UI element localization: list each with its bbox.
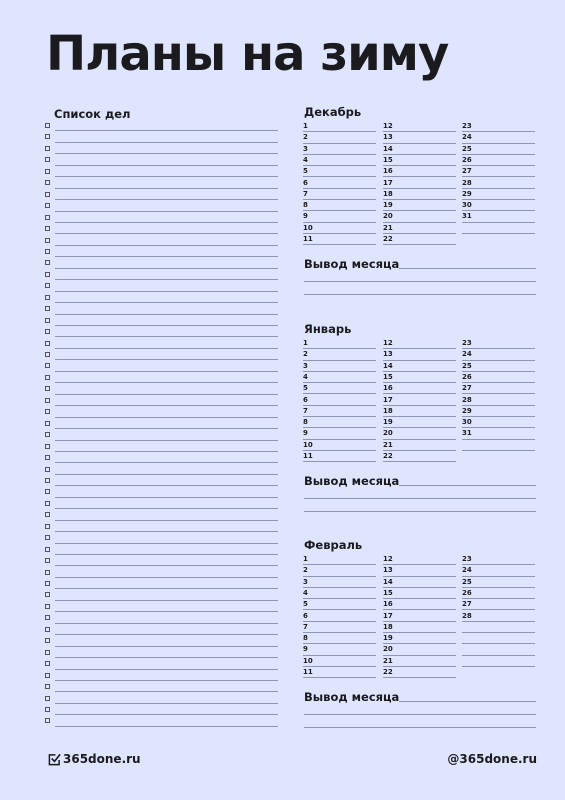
todo-line[interactable] [55,451,278,452]
day-cell[interactable]: 27 [462,166,535,177]
todo-row[interactable] [45,625,278,636]
todo-line[interactable] [55,336,278,337]
todo-row[interactable] [45,190,278,201]
todo-checkbox[interactable] [45,627,50,632]
day-cell[interactable]: 16 [383,383,456,394]
todo-checkbox[interactable] [45,341,50,346]
day-cell[interactable]: 12 [383,338,456,349]
day-cell[interactable]: 15 [383,155,456,166]
todo-checkbox[interactable] [45,226,50,231]
day-cell[interactable]: 23 [462,121,535,132]
day-cell[interactable] [462,440,535,451]
todo-row[interactable] [45,316,278,327]
todo-line[interactable] [55,565,278,566]
month-notes-line[interactable] [304,498,536,499]
month-heading: Декабрь [304,105,362,119]
todo-line[interactable] [55,268,278,269]
todo-line[interactable] [55,588,278,589]
day-cell[interactable]: 15 [383,588,456,599]
day-cell[interactable] [462,644,535,655]
day-cell[interactable]: 7 [303,406,376,417]
page-title: Планы на зиму [46,26,449,82]
todo-row[interactable] [45,304,278,315]
todo-row[interactable] [45,270,278,281]
todo-line[interactable] [55,726,278,727]
month-notes-label: Вывод месяца [304,690,400,705]
todo-line[interactable] [55,669,278,670]
day-cell[interactable]: 1 [303,554,376,565]
todo-checkbox[interactable] [45,489,50,494]
todo-checkbox[interactable] [45,203,50,208]
todo-line[interactable] [55,680,278,681]
month-heading: Январь [304,322,352,336]
todo-line[interactable] [55,325,278,326]
month-notes-line[interactable] [399,268,536,269]
todo-checkbox[interactable] [45,592,50,597]
todo-row[interactable] [45,258,278,269]
day-cell[interactable]: 6 [303,611,376,622]
day-cell[interactable]: 23 [462,338,535,349]
todo-checkbox[interactable] [45,718,50,723]
todo-row[interactable] [45,167,278,178]
todo-checkbox[interactable] [45,306,50,311]
todo-row[interactable] [45,213,278,224]
todo-line[interactable] [55,646,278,647]
month-notes-line[interactable] [304,727,536,728]
todo-line[interactable] [55,703,278,704]
todo-row[interactable] [45,568,278,579]
day-cell[interactable]: 29 [462,406,535,417]
day-cell[interactable]: 7 [303,622,376,633]
todo-checkbox[interactable] [45,215,50,220]
day-cell[interactable]: 15 [383,372,456,383]
day-cell[interactable]: 18 [383,406,456,417]
todo-line[interactable] [55,543,278,544]
todo-checkbox[interactable] [45,638,50,643]
todo-line[interactable] [55,554,278,555]
todo-line[interactable] [55,428,278,429]
todo-row[interactable] [45,247,278,258]
todo-line[interactable] [55,199,278,200]
todo-line[interactable] [55,394,278,395]
day-cell[interactable]: 17 [383,611,456,622]
todo-row[interactable] [45,465,278,476]
day-cell[interactable]: 26 [462,372,535,383]
todo-row[interactable] [45,510,278,521]
todo-line[interactable] [55,520,278,521]
month-notes-label: Вывод месяца [304,257,400,272]
todo-line[interactable] [55,497,278,498]
todo-row[interactable] [45,613,278,624]
todo-line[interactable] [55,314,278,315]
todo-checkbox[interactable] [45,260,50,265]
day-cell[interactable]: 9 [303,644,376,655]
day-cell[interactable]: 13 [383,565,456,576]
day-cell[interactable]: 28 [462,178,535,189]
day-cell[interactable]: 10 [303,440,376,451]
month-heading: Февраль [304,538,363,552]
day-cell[interactable] [462,633,535,644]
todo-checkbox[interactable] [45,570,50,575]
day-cell[interactable]: 16 [383,599,456,610]
day-cell[interactable]: 4 [303,588,376,599]
todo-checkbox[interactable] [45,409,50,414]
day-cell[interactable]: 29 [462,189,535,200]
day-cell[interactable]: 10 [303,223,376,234]
day-cell[interactable]: 20 [383,211,456,222]
todo-row[interactable] [45,121,278,132]
todo-row[interactable] [45,476,278,487]
day-cell[interactable]: 31 [462,211,535,222]
todo-checkbox[interactable] [45,615,50,620]
day-cell[interactable]: 22 [383,234,456,245]
todo-line[interactable] [55,600,278,601]
day-cell[interactable]: 20 [383,428,456,439]
todo-row[interactable] [45,236,278,247]
todo-row[interactable] [45,682,278,693]
todo-row[interactable] [45,224,278,235]
todo-line[interactable] [55,211,278,212]
day-cell[interactable]: 25 [462,361,535,372]
todo-checkbox[interactable] [45,707,50,712]
day-cell[interactable]: 16 [383,166,456,177]
todo-row[interactable] [45,442,278,453]
todo-line[interactable] [55,245,278,246]
todo-row[interactable] [45,522,278,533]
todo-row[interactable] [45,499,278,510]
todo-line[interactable] [55,440,278,441]
todo-line[interactable] [55,657,278,658]
day-cell[interactable]: 5 [303,166,376,177]
todo-row[interactable] [45,373,278,384]
day-cell[interactable]: 13 [383,132,456,143]
day-cell[interactable]: 26 [462,588,535,599]
day-cell[interactable]: 6 [303,395,376,406]
todo-checkbox[interactable] [45,134,50,139]
day-cell[interactable]: 14 [383,144,456,155]
footer-site [48,751,141,767]
day-cell[interactable]: 11 [303,234,376,245]
todo-row[interactable] [45,453,278,464]
day-cell[interactable] [462,223,535,234]
day-cell[interactable]: 11 [303,451,376,462]
todo-line[interactable] [55,405,278,406]
todo-checkbox[interactable] [45,512,50,517]
todo-checkbox[interactable] [45,329,50,334]
todo-line[interactable] [55,382,278,383]
day-cell[interactable]: 22 [383,451,456,462]
todo-line[interactable] [55,691,278,692]
todo-row[interactable] [45,396,278,407]
day-cell[interactable]: 1 [303,121,376,132]
todo-row[interactable] [45,419,278,430]
day-cell[interactable]: 17 [383,178,456,189]
todo-checkbox[interactable] [45,524,50,529]
day-cell[interactable]: 21 [383,440,456,451]
todo-checkbox[interactable] [45,123,50,128]
day-cell[interactable]: 14 [383,361,456,372]
todo-checkbox[interactable] [45,238,50,243]
day-cell[interactable]: 27 [462,599,535,610]
todo-checkbox[interactable] [45,146,50,151]
footer-site-text: 365done.ru [63,752,141,766]
todo-line[interactable] [55,485,278,486]
todo-row[interactable] [45,694,278,705]
todo-row[interactable] [45,487,278,498]
day-cell[interactable]: 8 [303,417,376,428]
day-cell[interactable]: 3 [303,577,376,588]
todo-checkbox[interactable] [45,318,50,323]
day-cell[interactable]: 8 [303,633,376,644]
todo-checkbox[interactable] [45,535,50,540]
todo-checkbox[interactable] [45,444,50,449]
day-cell[interactable]: 19 [383,417,456,428]
todo-row[interactable] [45,556,278,567]
day-cell[interactable] [462,622,535,633]
todo-checkbox[interactable] [45,398,50,403]
day-cell[interactable]: 19 [383,633,456,644]
day-cell[interactable]: 30 [462,417,535,428]
todo-line[interactable] [55,291,278,292]
day-cell[interactable]: 18 [383,189,456,200]
todo-checkbox[interactable] [45,684,50,689]
day-cell[interactable]: 4 [303,372,376,383]
day-cell[interactable]: 14 [383,577,456,588]
todo-checkbox[interactable] [45,169,50,174]
todo-row[interactable] [45,293,278,304]
todo-row[interactable] [45,384,278,395]
todo-line[interactable] [55,188,278,189]
todo-line[interactable] [55,531,278,532]
todo-row[interactable] [45,144,278,155]
todo-checkbox[interactable] [45,673,50,678]
todo-line[interactable] [55,634,278,635]
day-cell[interactable]: 23 [462,554,535,565]
day-cell[interactable]: 2 [303,132,376,143]
day-cell[interactable]: 3 [303,144,376,155]
todo-line[interactable] [55,462,278,463]
todo-row[interactable] [45,716,278,727]
todo-line[interactable] [55,153,278,154]
todo-line[interactable] [55,417,278,418]
day-cell[interactable] [462,656,535,667]
day-cell[interactable]: 12 [383,554,456,565]
todo-checkbox[interactable] [45,581,50,586]
day-cell[interactable]: 5 [303,383,376,394]
todo-row[interactable] [45,281,278,292]
todo-row[interactable] [45,350,278,361]
todo-row[interactable] [45,339,278,350]
todo-line[interactable] [55,371,278,372]
day-cell[interactable]: 28 [462,611,535,622]
month-notes-label: Вывод месяца [304,474,400,489]
todo-checkbox[interactable] [45,375,50,380]
todo-checkbox[interactable] [45,432,50,437]
todo-row[interactable] [45,407,278,418]
todo-row[interactable] [45,327,278,338]
todo-line[interactable] [55,142,278,143]
todo-row[interactable] [45,602,278,613]
todo-row[interactable] [45,671,278,682]
todo-row[interactable] [45,155,278,166]
day-cell[interactable]: 8 [303,200,376,211]
todo-line[interactable] [55,577,278,578]
day-cell[interactable]: 13 [383,349,456,360]
month-notes-line[interactable] [399,485,536,486]
todo-row[interactable] [45,579,278,590]
month-notes-line[interactable] [399,701,536,702]
day-cell[interactable]: 9 [303,428,376,439]
todo-row[interactable] [45,361,278,372]
todo-row[interactable] [45,201,278,212]
day-cell[interactable]: 24 [462,132,535,143]
todo-checkbox[interactable] [45,157,50,162]
todo-row[interactable] [45,590,278,601]
day-cell[interactable]: 26 [462,155,535,166]
day-cell[interactable]: 18 [383,622,456,633]
day-cell[interactable]: 21 [383,656,456,667]
todo-checkbox[interactable] [45,180,50,185]
todo-line[interactable] [55,165,278,166]
todo-row[interactable] [45,533,278,544]
month-notes-line[interactable] [304,294,536,295]
todo-row[interactable] [45,659,278,670]
todo-checkbox[interactable] [45,467,50,472]
todo-checkbox[interactable] [45,455,50,460]
todo-line[interactable] [55,623,278,624]
todo-line[interactable] [55,348,278,349]
day-cell[interactable]: 25 [462,577,535,588]
todo-line[interactable] [55,256,278,257]
todo-checkbox[interactable] [45,696,50,701]
todo-line[interactable] [55,474,278,475]
todo-checkbox[interactable] [45,478,50,483]
todo-checkbox[interactable] [45,661,50,666]
todo-checkbox[interactable] [45,249,50,254]
day-cell[interactable]: 24 [462,565,535,576]
month-notes-line[interactable] [304,511,536,512]
todo-row[interactable] [45,636,278,647]
day-cell[interactable]: 10 [303,656,376,667]
todo-line[interactable] [55,302,278,303]
day-cell[interactable]: 28 [462,395,535,406]
month-notes-line[interactable] [304,281,536,282]
month-notes-line[interactable] [304,714,536,715]
todo-checkbox[interactable] [45,558,50,563]
todo-row[interactable] [45,430,278,441]
todo-checkbox[interactable] [45,547,50,552]
todo-checkbox[interactable] [45,295,50,300]
todo-row[interactable] [45,648,278,659]
day-cell[interactable]: 9 [303,211,376,222]
day-cell[interactable]: 7 [303,189,376,200]
check-box-icon [48,753,61,766]
todo-checkbox[interactable] [45,272,50,277]
todo-line[interactable] [55,233,278,234]
todo-line[interactable] [55,714,278,715]
day-cell[interactable]: 1 [303,338,376,349]
day-cell[interactable]: 25 [462,144,535,155]
todo-heading: Список дел [54,107,131,121]
todo-line[interactable] [55,508,278,509]
todo-checkbox[interactable] [45,501,50,506]
todo-row[interactable] [45,132,278,143]
day-cell[interactable]: 31 [462,428,535,439]
todo-checkbox[interactable] [45,650,50,655]
todo-checkbox[interactable] [45,363,50,368]
day-cell[interactable]: 27 [462,383,535,394]
day-cell[interactable]: 6 [303,178,376,189]
todo-row[interactable] [45,545,278,556]
day-cell[interactable]: 22 [383,667,456,678]
todo-row[interactable] [45,705,278,716]
day-cell[interactable]: 2 [303,565,376,576]
day-cell[interactable]: 11 [303,667,376,678]
todo-line[interactable] [55,222,278,223]
day-cell[interactable]: 2 [303,349,376,360]
footer-handle: @365done.ru [447,752,537,766]
todo-checkbox[interactable] [45,604,50,609]
todo-checkbox[interactable] [45,386,50,391]
todo-line[interactable] [55,279,278,280]
day-cell[interactable]: 30 [462,200,535,211]
todo-checkbox[interactable] [45,192,50,197]
todo-line[interactable] [55,130,278,131]
day-cell[interactable]: 24 [462,349,535,360]
todo-line[interactable] [55,176,278,177]
day-cell[interactable]: 5 [303,599,376,610]
todo-checkbox[interactable] [45,283,50,288]
todo-line[interactable] [55,611,278,612]
day-cell[interactable]: 3 [303,361,376,372]
day-cell[interactable]: 19 [383,200,456,211]
day-cell[interactable]: 20 [383,644,456,655]
todo-checkbox[interactable] [45,352,50,357]
todo-checkbox[interactable] [45,421,50,426]
todo-line[interactable] [55,359,278,360]
day-cell[interactable]: 12 [383,121,456,132]
day-cell[interactable]: 17 [383,395,456,406]
day-cell[interactable]: 4 [303,155,376,166]
todo-row[interactable] [45,178,278,189]
day-cell[interactable]: 21 [383,223,456,234]
